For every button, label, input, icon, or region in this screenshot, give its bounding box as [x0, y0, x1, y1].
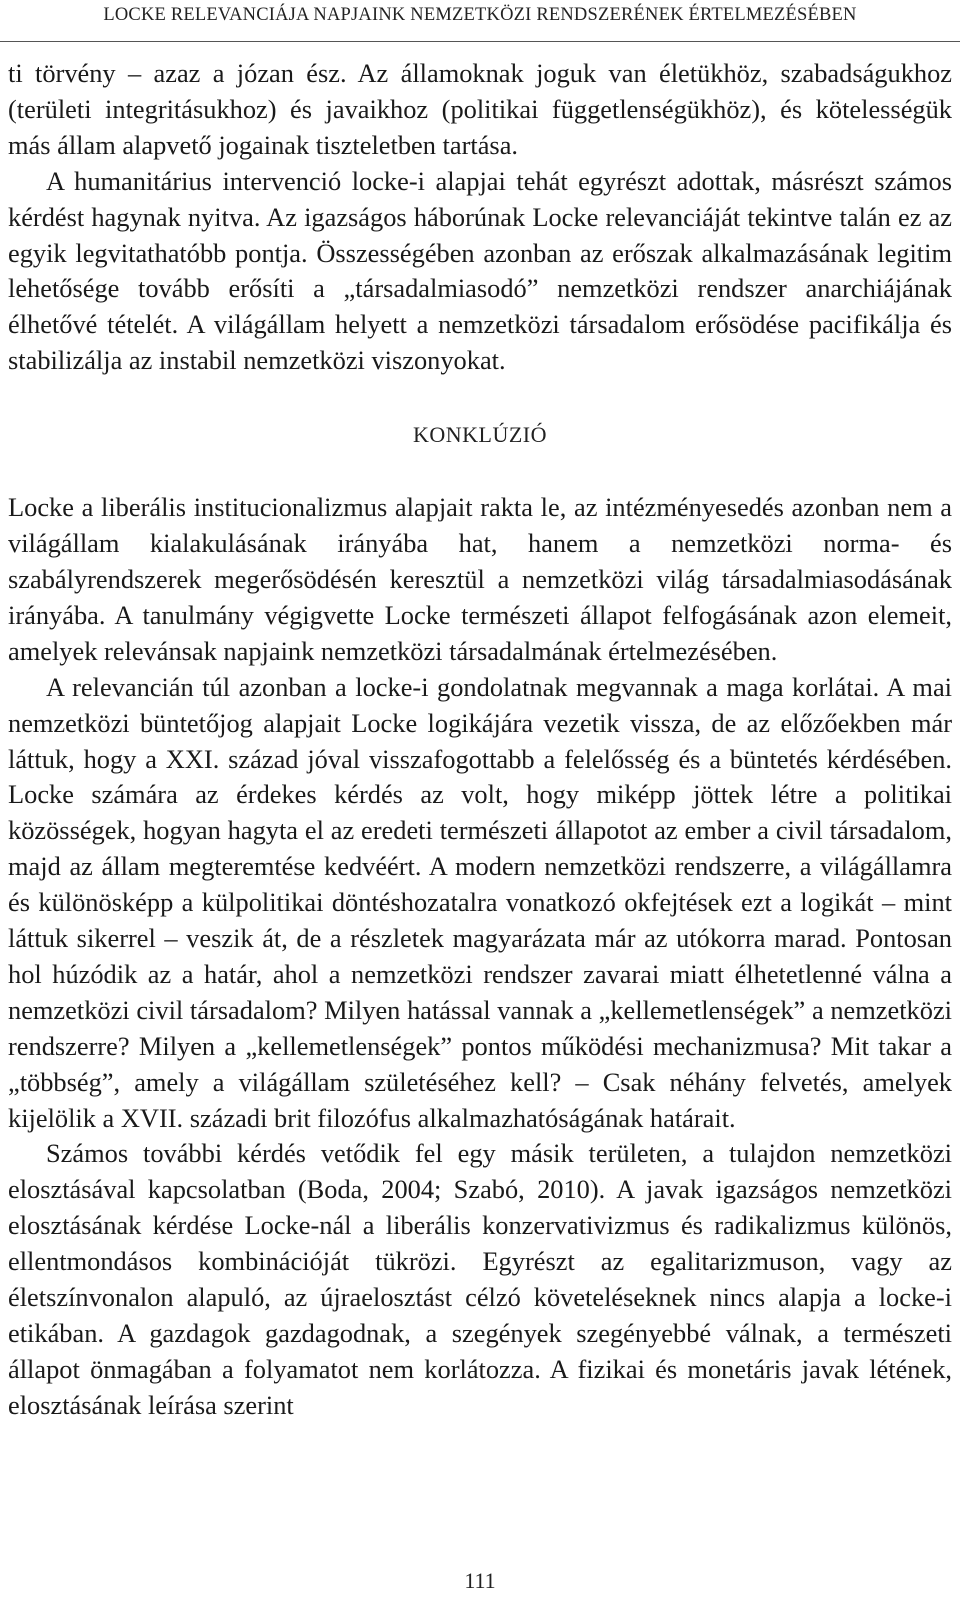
paragraph: Locke a liberális institucionalizmus alapjait rakta le, az intézményesedés azonban nem a világállam kialakulásának irányába hat, hanem a nemzetközi norma- és szabályrendszerek megerősödésén keresztül a nemzetközi világ társadalmiasodásának irányába. A tanulmány végigvette Locke természeti állapot felfogásának azon elemeit, amelyek relevánsak napjaink nemzetközi társadalmának értelmezésében. — [8, 492, 952, 666]
running-header: LOCKE RELEVANCIÁJA NAPJAINK NEMZETKÖZI RENDSZERÉNEK ÉRTELMEZÉSÉBEN — [103, 5, 857, 25]
section-title: KONKLÚZIÓ — [412, 422, 548, 448]
paragraph: A relevancián túl azonban a locke-i gondolatnak megvannak a maga korlátai. A mai nemzetközi büntetőjog alapjait Locke logikájára vezetik vissza, de az előzőekben már láttuk, hogy a XXI. század jóval visszafogottabb a felelősség és a büntetés kérdésében. Locke számára az érdekes kérdés az volt, hogy miképp jöttek létre a politikai közösségek, hogyan hagyta el az eredeti természeti állapotot az ember a civil társadalom, majd az állam megteremtése kedvéért. A modern nemzetközi rendszerre, a világállamra és különösképp a külpolitikai döntéshozatalra vonatkozó okfejtések ezt a logikát – mint láttuk sikerrel – veszik át, de a részletek magyarázata már az utókorra marad. Pontosan hol húzódik az a határ, ahol a nemzetközi rendszer zavarai miatt élhetetlenné válna a nemzetközi civil társadalom? Milyen hatással vannak a „kellemetlenségek” a nemzetközi rendszerre? Milyen a „kellemetlenségek” pontos működési mechanizmusa? Mit takar a „többség”, amely a világállam születéséhez kell? – Csak néhány felvetés, amelyek kijelölik a XVII. századi brit filozófus alkalmazhatóságának határait. — [8, 671, 952, 1133]
paragraph: A humanitárius intervenció locke-i alapjai tehát egyrészt adottak, másrészt számos kérdést hagynak nyitva. Az igazságos háborúnak Locke relevanciáját tekintve talán ez az egyik legvitathatóbb pontja. Összességében azonban az erőszak alkalmazásának legitim lehetősége tovább erősíti a „társadalmiasodó” nemzetközi rendszer anarchiájának élhetővé tételét. A világállam helyett a nemzetközi társadalom erősödése pacifikálja és stabilizálja az instabil nemzetközi viszonyokat. — [8, 165, 952, 376]
header-divider — [0, 41, 960, 42]
body-text — [8, 56, 952, 1424]
page-number: 111 — [464, 1568, 496, 1593]
paragraph: Számos további kérdés vetődik fel egy másik területen, a tulajdon nemzetközi elosztásával kapcsolatban (Boda, 2004; Szabó, 2010). A javak igazságos nemzetközi elosztásának kérdése Locke-nál a liberális konzervativizmus és radikalizmus különös, ellentmondásos kombinációját tükrözi. Egyrészt az egalitarizmuson, vagy az életszínvonalon alapuló, az újraelosztást célzó követeléseknek nincs alapja a locke-i etikában. A gazdagok gazdagodnak, a szegények szegényebbé válnak, a természeti állapot önmagában a folyamatot nem korlátozza. A fizikai és monetáris javak létének, elosztásának leírása szerint — [8, 1138, 952, 1420]
paragraph-continuation: ti törvény – azaz a józan ész. Az államoknak joguk van életükhöz, szabadságukhoz (területi integritásukhoz) és javaikhoz (politikai függetlenségükhöz), és kötelességük más állam alapvető jogainak tiszteletben tartása. — [8, 58, 952, 160]
